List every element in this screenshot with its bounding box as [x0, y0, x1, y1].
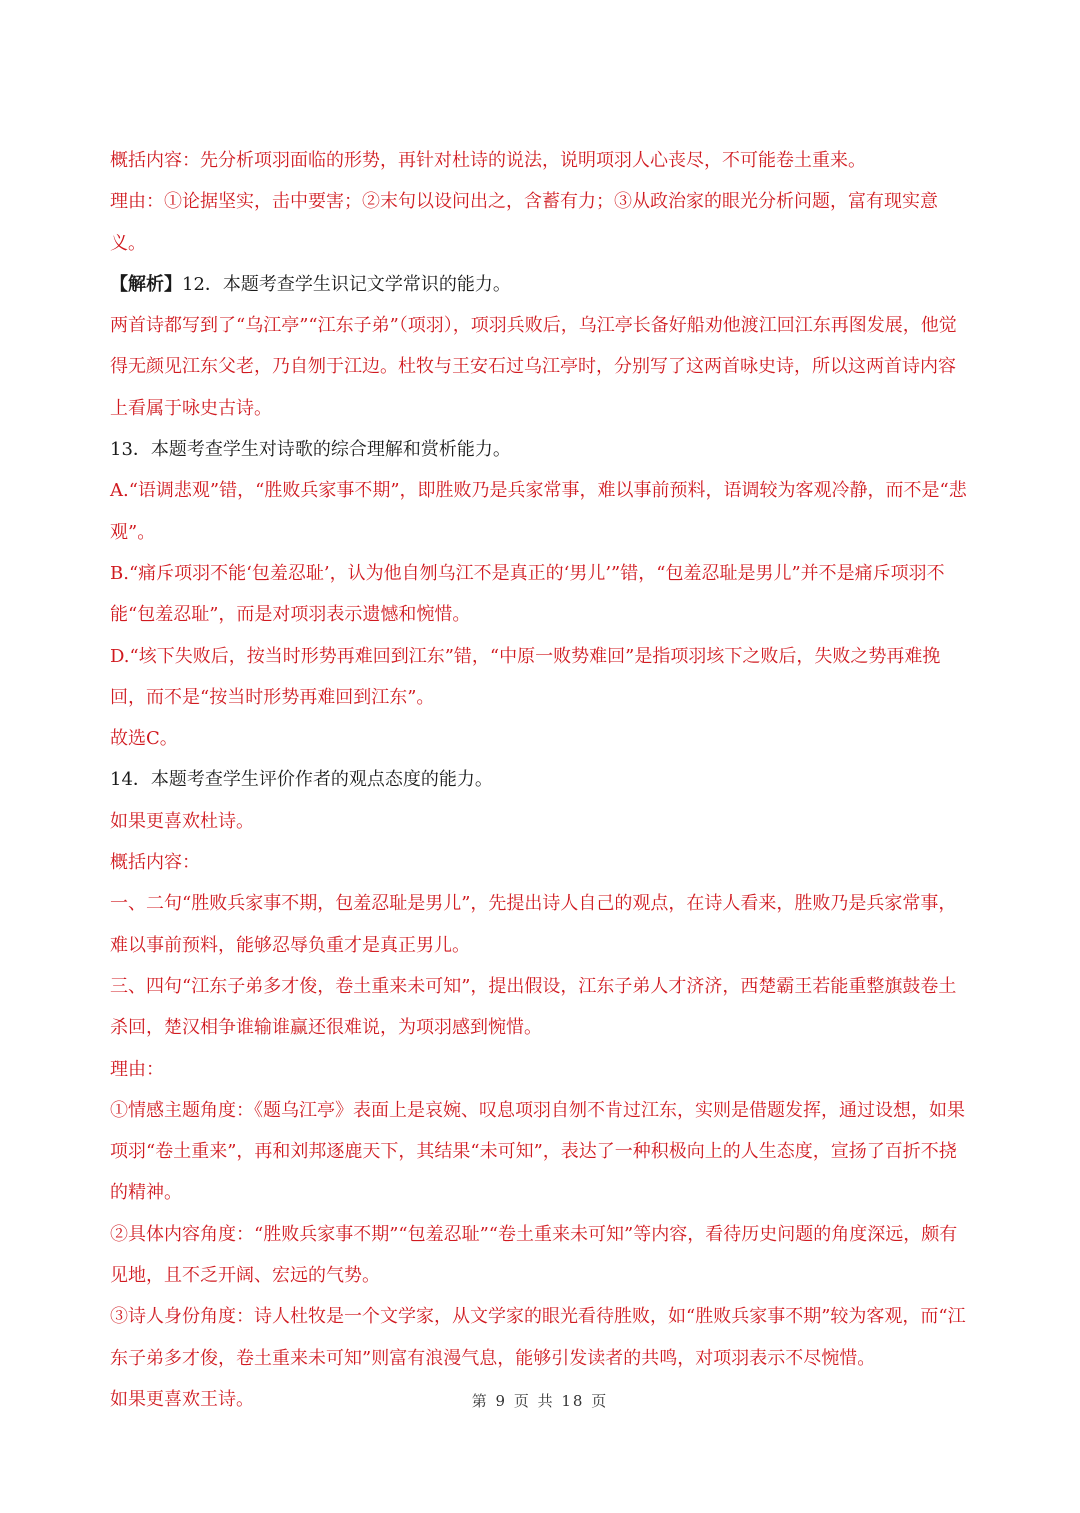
lines-3-4-summary: 三、四句“江东子弟多才俊，卷土重来未可知”，提出假设，江东子弟人才济济，西楚霸王若能重整旗鼓卷土杀回，楚汉相争谁输谁赢还很难说，为项羽感到惋惜。	[110, 975, 957, 1039]
q12-explanation: 两首诗都写到了“乌江亭”“江东子弟”（项羽），项羽兵败后，乌江亭长备好船劝他渡江回江东再图发展，他觉得无颜见江东父老，乃自刎于江边。杜牧与王安石过乌江亭时，分别写了这两首咏史诗，所以这两首诗内容上看属于咏史古诗。	[110, 315, 957, 419]
q13-answer: 故选C。	[110, 728, 178, 750]
reason-emotion-theme: ①情感主题角度：《题乌江亭》表面上是哀婉、叹息项羽自刎不肯过江东，实则是借题发挥，通过设想，如果项羽“卷土重来”，再和刘邦逐鹿天下，其结果“未可知”，表达了一种积极向上的人生态度，宣扬了百折不挠的精神。	[110, 1099, 965, 1204]
page-number: 第 9 页 共 18 页	[471, 1392, 609, 1410]
q14-heading: 14．本题考查学生评价作者的观点态度的能力。	[110, 769, 493, 791]
q13-option-b: B.“痛斥项羽不能‘包羞忍耻’，认为他自刎乌江不是真正的‘男儿’”错，“包羞忍耻是男儿”并不是痛斥项羽不能“包羞忍耻”，而是对项羽表示遗憾和惋惜。	[110, 562, 945, 626]
prefer-du-poem: 如果更喜欢杜诗。	[110, 810, 254, 832]
summary-content-1: 概括内容：先分析项羽面临的形势，再针对杜诗的说法，说明项羽人心丧尽，不可能卷土重来。	[110, 150, 866, 171]
reason-poet-identity: ③诗人身份角度：诗人杜牧是一个文学家，从文学家的眼光看待胜败，如“胜败兵家事不期”较为客观，而“江东子弟多才俊，卷土重来未可知”则富有浪漫气息，能够引发读者的共鸣，对项羽表示不尽惋惜。	[110, 1306, 966, 1369]
summary-label: 概括内容：	[110, 852, 200, 874]
reason-label: 理由：	[110, 1058, 164, 1080]
analysis-q12	[110, 264, 972, 305]
lines-1-2-summary: 一、二句“胜败兵家事不期，包羞忍耻是男儿”，先提出诗人自己的观点，在诗人看来，胜败乃是兵家常事，难以事前预料，能够忍辱负重才是真正男儿。	[110, 893, 957, 956]
analysis-tag: 【解析】	[110, 273, 182, 295]
answer-content	[110, 140, 972, 1420]
reason-1: 理由：①论据坚实，击中要害；②末句以设问出之，含蓄有力；③从政治家的眼光分析问题，富有现实意义。	[110, 191, 938, 254]
reason-content: ②具体内容角度：“胜败兵家事不期”“包羞忍耻”“卷土重来未可知”等内容，看待历史问题的角度深远，颇有见地，且不乏开阔、宏远的气势。	[110, 1223, 958, 1287]
q12-heading: 12．本题考查学生识记文学常识的能力。	[182, 273, 511, 295]
q13-option-a: A.“语调悲观”错，“胜败兵家事不期”，即胜败乃是兵家常事，难以事前预料，语调较为客观冷静，而不是“悲观”。	[110, 480, 967, 543]
q13-option-d: D.“垓下失败后，按当时形势再难回到江东”错，“中原一败势难回”是指项羽垓下之败后，失败之势再难挽回，而不是“按当时形势再难回到江东”。	[110, 645, 941, 708]
prefer-wang-poem: 如果更喜欢王诗。	[110, 1388, 254, 1410]
q13-heading: 13．本题考查学生对诗歌的综合理解和赏析能力。	[110, 439, 511, 461]
